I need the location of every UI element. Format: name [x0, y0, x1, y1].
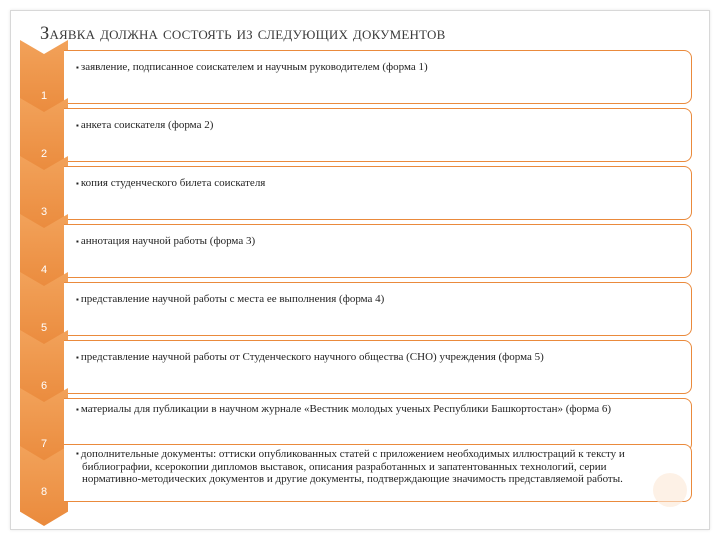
- bullet-icon: ▪: [76, 237, 79, 246]
- list-item-6: [20, 344, 692, 394]
- item-text: заявление, подписанное соискателем и научным руководителем (форма 1): [80, 61, 428, 73]
- item-box: [64, 224, 692, 278]
- list-item-8: [20, 448, 692, 500]
- item-number: 8: [40, 486, 48, 498]
- item-number: 5: [40, 322, 48, 334]
- slide-title: Заявка должна состоять из следующих документов: [40, 24, 446, 44]
- item-text: представление научной работы с места ее выполнения (форма 4): [80, 293, 385, 305]
- item-text: анкета соискателя (форма 2): [80, 119, 214, 131]
- item-text: копия студенческого билета соискателя: [80, 177, 266, 189]
- item-box: [64, 108, 692, 162]
- list-item-5: [20, 286, 692, 336]
- item-box: [64, 50, 692, 104]
- list-item-2: [20, 112, 692, 162]
- list-item-1: [20, 54, 692, 104]
- decorative-circle: [653, 473, 687, 507]
- item-text: материалы для публикации в научном журнале «Вестник молодых ученых Республики Башкортостан» (форма 6): [80, 403, 612, 415]
- item-number: 3: [40, 206, 48, 218]
- item-number: 4: [40, 264, 48, 276]
- bullet-icon: ▪: [76, 121, 79, 130]
- item-box: [64, 166, 692, 220]
- bullet-icon: ▪: [76, 63, 79, 72]
- bullet-icon: ▪: [76, 405, 79, 414]
- item-number: 2: [40, 148, 48, 160]
- item-number: 1: [40, 90, 48, 102]
- bullet-icon: ▪: [76, 353, 79, 362]
- item-text: представление научной работы от Студенческого научного общества (СНО) учреждения (форма 5): [80, 351, 544, 363]
- item-box: [64, 282, 692, 336]
- bullet-icon: ▪: [76, 179, 79, 188]
- item-number: 6: [40, 380, 48, 392]
- bullet-icon: ▪: [76, 295, 79, 304]
- item-text: дополнительные документы: оттиски опубликованных статей с приложением необходимых иллюстраций к тексту и библиографии, ксерокопии дипломов выставок, описания разработанных и запатентованных технологий, серии нормативно-методических документов и другие документы, подтверждающие значимость представляемой работы.: [80, 448, 625, 485]
- bullet-icon: ▪: [76, 449, 79, 458]
- item-box: [64, 340, 692, 394]
- item-text: аннотация научной работы (форма 3): [80, 235, 256, 247]
- list-item-4: [20, 228, 692, 278]
- item-box: [64, 444, 692, 502]
- list-item-3: [20, 170, 692, 220]
- item-number: 7: [40, 438, 48, 450]
